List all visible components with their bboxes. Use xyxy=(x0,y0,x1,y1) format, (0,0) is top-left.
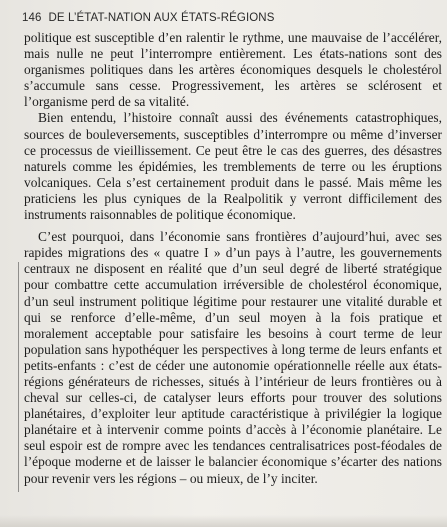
body-text xyxy=(24,30,442,487)
running-title: DE L’ÉTAT-NATION AUX ÉTATS-RÉGIONS xyxy=(48,12,275,24)
running-header xyxy=(22,12,274,24)
paragraph-1: politique est susceptible d’en ralentir le rythme, une mauvaise de l’accélérer, mais nulle ne peut l’interrompre entièrement. Les états-nations sont des organismes politiques dans les artères économiques desquels le cholestérol s’accumule sans cesse. Progressivement, les artères se sclérosent et l’organisme perd de sa vitalité. xyxy=(24,30,442,110)
page-bottom-edge xyxy=(0,515,447,527)
paragraph-2: Bien entendu, l’histoire connaît aussi des événements catastrophiques, sources de bouleversements, susceptibles d’interrompre ou même d’inverser ce processus de vieillissement. Ce peut être le cas des guerres, des désastres naturels comme les épidémies, les tremblements de terre ou les éruptions volcaniques. Cela s’est certainement produit dans le passé. Mais même les praticiens les plus cyniques de la Realpolitik y verront difficilement des instruments raisonnables de politique économique. xyxy=(24,110,442,223)
page-number: 146 xyxy=(22,12,42,24)
paragraph-3: C’est pourquoi, dans l’économie sans frontières d’aujourd’hui, avec ses rapides migrations des « quatre I » d’un pays à l’autre, les gouvernements centraux ne disposent en réalité que d’un seul degré de liberté stratégique pour combattre cette accumulation irréversible de cholestérol économique, d’un seul instrument politique légitime pour restaurer une vitalité durable et qui se renforce d’elle-même, d’un seul moyen à la fois pratique et moralement acceptable pour satisfaire les besoins à court terme de leur population sans hypothéquer les perspectives à long terme de leurs enfants et petits-enfants : c’est de céder une autonomie opérationnelle réelle aux états-régions générateurs de richesses, situés à l’intérieur de leurs frontières ou à cheval sur celles-ci, de catalyser leurs efforts pour trouver des solutions planétaires, d’exploiter leur aptitude caractéristique à privilégier la logique planétaire et à intervenir comme points d’accès à l’économie planétaire. Le seul espoir est de rompre avec les tendances centralisatrices post-féodales de l’époque moderne et de laisser le balancier économique s’écarter des nations pour revenir vers les régions – ou mieux, de l’y inciter. xyxy=(24,229,442,486)
margin-pencil-mark xyxy=(18,262,19,492)
